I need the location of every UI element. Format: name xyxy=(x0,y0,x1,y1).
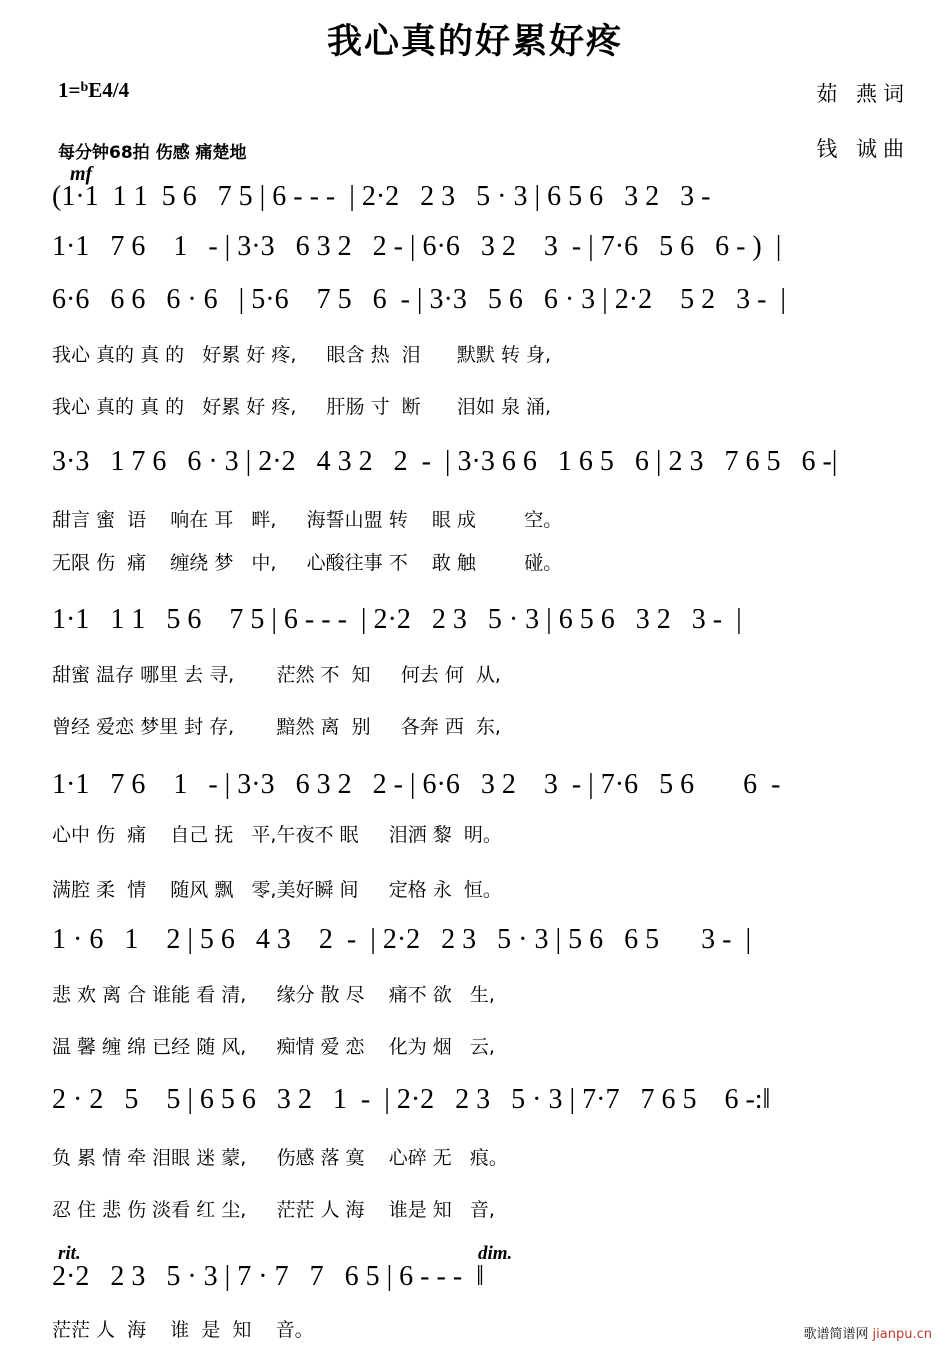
staff-line-notes: 1 · 6 1 2 | 5 6 4 3 2 - | 2·2 2 3 5 · 3 | 5 6 6 5 3 - | xyxy=(52,924,752,955)
composer-credit: 钱 诚曲 xyxy=(816,137,910,161)
lyric-line: 温 馨 缠 绵 已经 随 风, 痴情 爱 恋 化为 烟 云, xyxy=(52,1036,495,1058)
lyric-line: 我心 真的 真 的 好累 好 疼, 肝肠 寸 断 泪如 泉 涌, xyxy=(52,396,552,418)
lyric-line: 我心 真的 真 的 好累 好 疼, 眼含 热 泪 默默 转 身, xyxy=(52,344,552,366)
site-url: jianpu.cn xyxy=(872,1327,932,1342)
staff-line-notes: 2·2 2 3 5 · 3 | 7 · 7 7 6 5 | 6 - - - ‖ xyxy=(52,1261,485,1292)
lyricist-credit: 茹 燕词 xyxy=(816,82,910,106)
staff-line-notes: 3·3 1 7 6 6 · 3 | 2·2 4 3 2 2 - | 3·3 6 6 1 6 5 6 | 2 3 7 6 5 6 -| xyxy=(52,446,838,477)
lyric-line: 心中 伤 痛 自己 抚 平,午夜不 眠 泪洒 黎 明。 xyxy=(52,824,502,846)
lyric-line: 悲 欢 离 合 谁能 看 清, 缘分 散 尽 痛不 欲 生, xyxy=(52,984,495,1006)
staff-line-notes: 1·1 7 6 1 - | 3·3 6 3 2 2 - | 6·6 3 2 3 - | 7·6 5 6 6 - xyxy=(52,769,781,800)
staff-line-notes: 2 · 2 5 5 | 6 5 6 3 2 1 - | 2·2 2 3 5 · 3 | 7·7 7 6 5 6 -:‖ xyxy=(52,1084,771,1115)
lyric-line: 无限 伤 痛 缠绕 梦 中, 心酸往事 不 敢 触 碰。 xyxy=(52,552,563,574)
staff-line-notes: 1·1 7 6 1 - | 3·3 6 3 2 2 - | 6·6 3 2 3 - | 7·6 5 6 6 - ) | xyxy=(52,231,782,262)
site-name-cn: 歌谱简谱网 xyxy=(803,1327,869,1342)
lyric-line: 茫茫 人 海 谁 是 知 音。 xyxy=(52,1319,314,1341)
lyric-line: 甜蜜 温存 哪里 去 寻, 茫然 不 知 何去 何 从, xyxy=(52,664,501,686)
key-signature-prefix: 1= xyxy=(58,78,81,102)
lyric-line: 甜言 蜜 语 响在 耳 畔, 海誓山盟 转 眼 成 空。 xyxy=(52,509,563,531)
rit-mark: rit. xyxy=(58,1243,81,1264)
lyric-line: 忍 住 悲 伤 淡看 红 尘, 茫茫 人 海 谁是 知 音, xyxy=(52,1199,495,1221)
key-signature xyxy=(58,78,129,103)
lyric-line: 曾经 爱恋 梦里 封 存, 黯然 离 别 各奔 西 东, xyxy=(52,716,501,738)
staff-line-notes: 1·1 1 1 5 6 7 5 | 6 - - - | 2·2 2 3 5 · 3 | 6 5 6 3 2 3 - | xyxy=(52,604,742,635)
key-signature-flat: b xyxy=(80,80,89,95)
lyric-line: 负 累 情 牵 泪眼 迷 蒙, 伤感 落 寞 心碎 无 痕。 xyxy=(52,1147,508,1169)
dynamic-mf-mark: mf xyxy=(70,163,93,185)
key-signature-name: E4/4 xyxy=(88,78,130,102)
staff-line-notes: 6·6 6 6 6 · 6 | 5·6 7 5 6 - | 3·3 5 6 6 · 3 | 2·2 5 2 3 - | xyxy=(52,284,787,315)
lyric-line: 满腔 柔 情 随风 飘 零,美好瞬 间 定格 永 恒。 xyxy=(52,879,502,901)
page-title: 我心真的好累好疼 xyxy=(326,22,623,62)
site-watermark xyxy=(804,1323,932,1342)
tempo-expression-mark: 每分钟68拍 伤感 痛楚地 xyxy=(58,143,247,163)
dim-mark: dim. xyxy=(478,1243,513,1264)
staff-line-notes: (1·1 1 1 5 6 7 5 | 6 - - - | 2·2 2 3 5 · 3 | 6 5 6 3 2 3 - xyxy=(52,181,711,212)
